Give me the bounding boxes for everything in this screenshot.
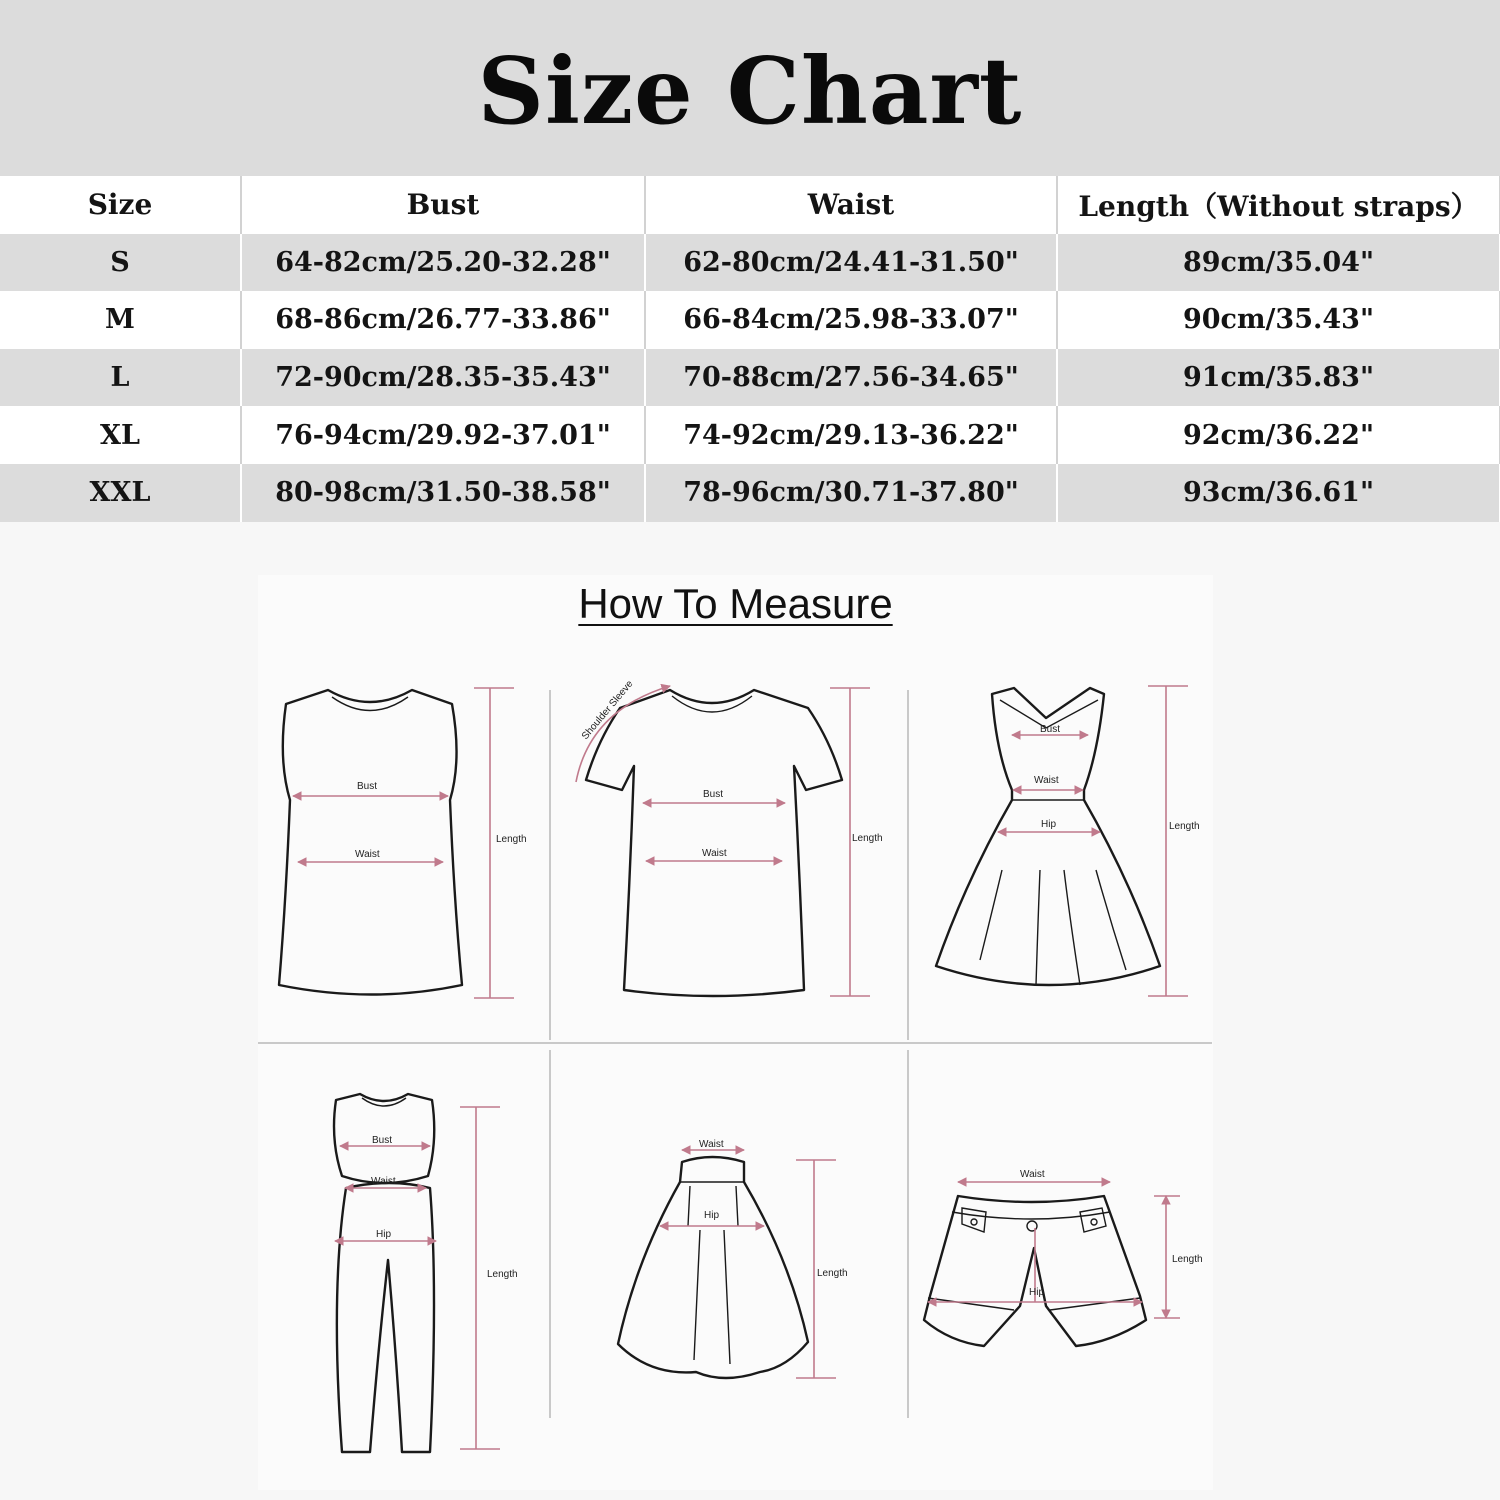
header-length: Length（Without straps）: [1057, 176, 1500, 234]
cell-bust: 80-98cm/31.50-38.58": [241, 464, 645, 522]
cell-size: XXL: [0, 464, 241, 522]
header-waist: Waist: [645, 176, 1057, 234]
cell-waist: 74-92cm/29.13-36.22": [645, 406, 1057, 464]
tshirt-diagram: [576, 678, 883, 996]
cell-size: XL: [0, 406, 241, 464]
cell-length: 91cm/35.83": [1057, 349, 1500, 407]
cell-length: 90cm/35.43": [1057, 291, 1500, 349]
cell-size: L: [0, 349, 241, 407]
cell-bust: 64-82cm/25.20-32.28": [241, 234, 645, 292]
cell-waist: 78-96cm/30.71-37.80": [645, 464, 1057, 522]
cell-waist: 62-80cm/24.41-31.50": [645, 234, 1057, 292]
label-waist: Waist: [699, 1139, 724, 1150]
skirt-diagram: [618, 1139, 848, 1378]
header-size: Size: [0, 176, 241, 234]
cell-bust: 72-90cm/28.35-35.43": [241, 349, 645, 407]
shorts-diagram: [924, 1169, 1203, 1346]
grid-dividers: [258, 690, 1212, 1418]
header-bust: Bust: [241, 176, 645, 234]
cell-waist: 70-88cm/27.56-34.65": [645, 349, 1057, 407]
label-waist: Waist: [702, 848, 727, 859]
cell-length: 93cm/36.61": [1057, 464, 1500, 522]
label-length: Length: [496, 834, 527, 845]
label-waist: Waist: [355, 849, 380, 860]
label-hip: Hip: [376, 1229, 392, 1240]
label-length: Length: [1169, 821, 1200, 832]
label-bust: Bust: [357, 781, 378, 792]
dress-diagram: [936, 686, 1200, 996]
label-waist: Waist: [1020, 1169, 1045, 1180]
label-bust: Bust: [1040, 724, 1061, 735]
label-shoulder-sleeve: Shoulder Sleeve: [579, 678, 636, 742]
label-length: Length: [487, 1269, 518, 1280]
label-waist: Waist: [371, 1176, 396, 1187]
page-title: Size Chart: [477, 37, 1023, 145]
cell-length: 89cm/35.04": [1057, 234, 1500, 292]
tank-top-diagram: [279, 688, 527, 998]
label-hip: Hip: [1029, 1287, 1045, 1298]
cell-waist: 66-84cm/25.98-33.07": [645, 291, 1057, 349]
cell-bust: 76-94cm/29.92-37.01": [241, 406, 645, 464]
label-length: Length: [1172, 1254, 1203, 1265]
how-to-measure-title-text: How To Measure: [578, 580, 893, 627]
cell-size: S: [0, 234, 241, 292]
label-hip: Hip: [704, 1210, 720, 1221]
cell-size: M: [0, 291, 241, 349]
label-length: Length: [817, 1268, 848, 1279]
cell-length: 92cm/36.22": [1057, 406, 1500, 464]
label-waist: Waist: [1034, 775, 1059, 786]
cell-bust: 68-86cm/26.77-33.86": [241, 291, 645, 349]
label-hip: Hip: [1041, 819, 1057, 830]
label-length: Length: [852, 833, 883, 844]
two-piece-set-diagram: [334, 1094, 518, 1452]
label-bust: Bust: [372, 1135, 393, 1146]
label-bust: Bust: [703, 789, 724, 800]
